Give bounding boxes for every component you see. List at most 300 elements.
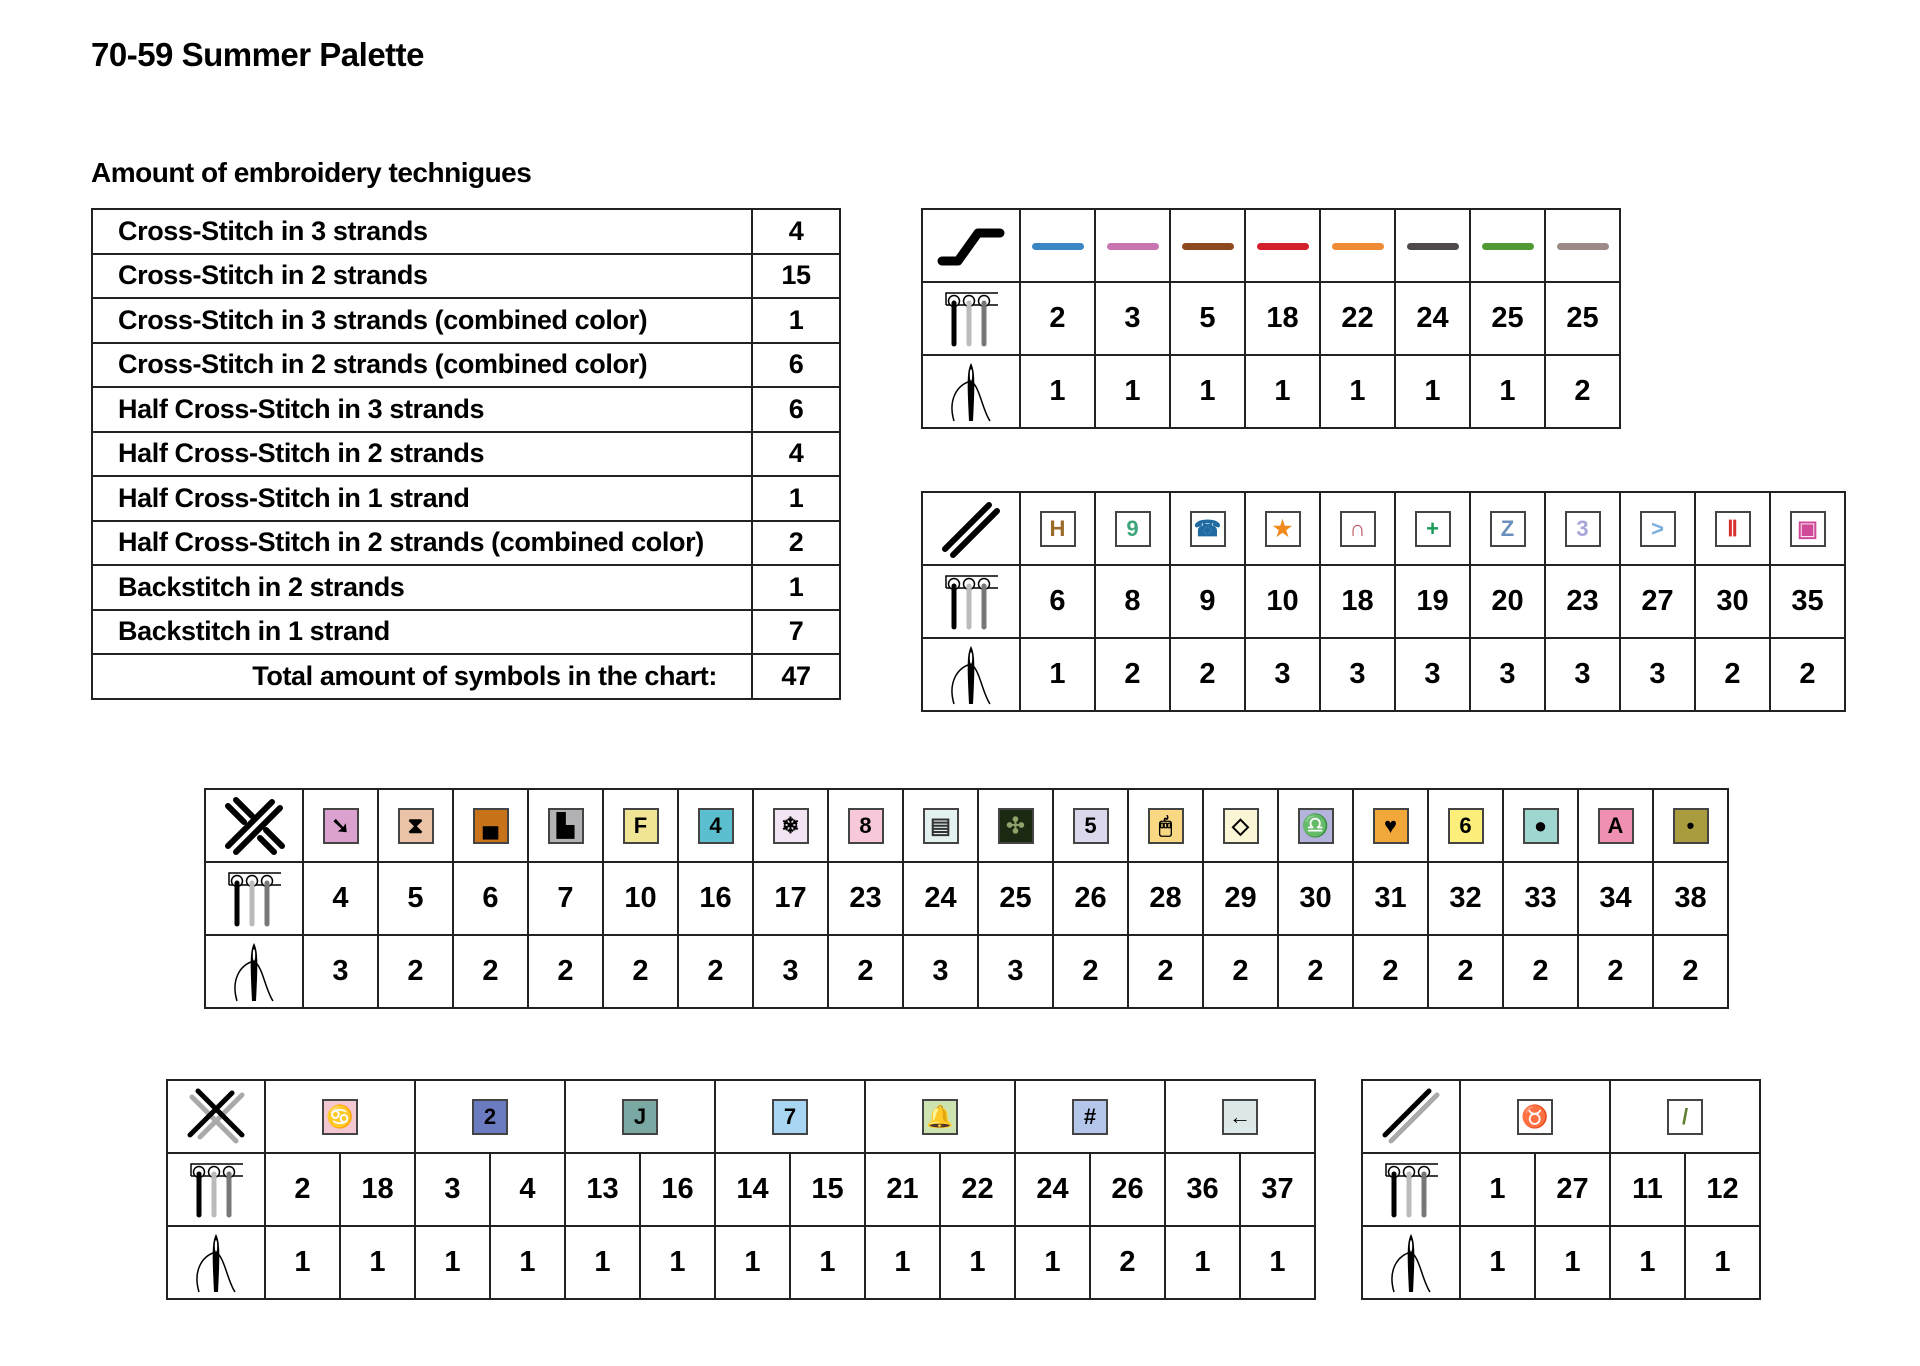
strand-count: 1 <box>1020 638 1095 711</box>
thread-number: 11 <box>1610 1153 1685 1226</box>
backstitch-color-cell <box>1320 209 1395 282</box>
backstitch-line-icon <box>1107 243 1159 250</box>
technique-count: 4 <box>752 432 840 477</box>
backstitch-line-icon <box>1257 243 1309 250</box>
thread-number: 9 <box>1170 565 1245 638</box>
thread-number: 6 <box>1020 565 1095 638</box>
backstitch-icon <box>922 209 1020 282</box>
symbol-glyph: ▤ <box>930 812 951 838</box>
thread-number: 3 <box>1095 282 1170 355</box>
symbol-glyph: ▄ <box>482 812 499 838</box>
symbol-cell <box>1460 1080 1610 1153</box>
thread-number: 13 <box>565 1153 640 1226</box>
strand-count: 1 <box>1320 355 1395 428</box>
symbol-glyph: ⧗ <box>407 812 424 838</box>
strand-count: 1 <box>1685 1226 1760 1299</box>
symbol-glyph: 9 <box>1126 515 1139 541</box>
strand-count: 2 <box>1695 638 1770 711</box>
symbol-cell <box>1620 492 1695 565</box>
digit-9-symbol-icon <box>1115 511 1151 547</box>
summary-heading: Amount of embroidery technigues <box>91 157 532 188</box>
summary-row <box>92 432 840 477</box>
strand-count: 1 <box>640 1226 715 1299</box>
thread-number: 23 <box>828 862 903 935</box>
thread-number: 4 <box>303 862 378 935</box>
thread-number: 18 <box>340 1153 415 1226</box>
thread-number: 4 <box>490 1153 565 1226</box>
backstitch-color-cell <box>1245 209 1320 282</box>
strand-count: 1 <box>1240 1226 1315 1299</box>
digit-7-symbol-icon <box>772 1099 808 1135</box>
symbol-glyph: ♋ <box>326 1103 354 1129</box>
strand-count: 1 <box>490 1226 565 1299</box>
symbol-glyph: ← <box>1229 1103 1251 1129</box>
thread-number: 22 <box>1320 282 1395 355</box>
letter-h-symbol-icon <box>1040 511 1076 547</box>
technique-count: 4 <box>752 209 840 254</box>
half-stitch-combined-icon <box>1362 1080 1460 1153</box>
symbol-cell <box>1353 789 1428 862</box>
half-stitch-icon <box>922 492 1020 565</box>
strands-needle-icon <box>1362 1226 1460 1299</box>
thread-number: 5 <box>1170 282 1245 355</box>
symbol-glyph: + <box>1426 515 1439 541</box>
thread-number: 34 <box>1578 862 1653 935</box>
symbol-glyph: J <box>633 1103 647 1129</box>
strand-count: 1 <box>940 1226 1015 1299</box>
strand-count: 2 <box>1653 935 1728 1008</box>
slash-icon <box>1667 1099 1703 1135</box>
thread-number: 27 <box>1535 1153 1610 1226</box>
strand-count: 2 <box>678 935 753 1008</box>
thread-number-icon <box>1362 1153 1460 1226</box>
technique-label: Backstitch in 1 strand <box>92 610 752 655</box>
total-label: Total amount of symbols in the chart: <box>92 654 752 699</box>
symbol-cell <box>1610 1080 1760 1153</box>
symbol-cell <box>1503 789 1578 862</box>
symbol-glyph: ▙ <box>557 812 574 838</box>
symbol-glyph: # <box>1083 1103 1097 1129</box>
thread-number: 14 <box>715 1153 790 1226</box>
thread-number: 23 <box>1545 565 1620 638</box>
strand-count: 1 <box>1460 1226 1535 1299</box>
technique-summary-table <box>91 208 841 700</box>
strand-count: 2 <box>1503 935 1578 1008</box>
strand-count: 1 <box>1020 355 1095 428</box>
heart-icon <box>1373 808 1409 844</box>
thread-number: 22 <box>940 1153 1015 1226</box>
strand-count: 2 <box>1545 355 1620 428</box>
symbol-glyph: 8 <box>859 812 872 838</box>
symbol-glyph: ▣ <box>1797 515 1818 541</box>
mouse-icon <box>1148 808 1184 844</box>
technique-count: 1 <box>752 565 840 610</box>
strand-count: 2 <box>1203 935 1278 1008</box>
symbol-glyph: ◇ <box>1232 812 1249 838</box>
strand-count: 1 <box>1095 355 1170 428</box>
cross-stitch-icon <box>205 789 303 862</box>
symbol-glyph: H <box>1049 515 1066 541</box>
symbol-glyph: 2 <box>483 1103 497 1129</box>
letter-a-symbol-icon <box>1598 808 1634 844</box>
strand-count: 3 <box>753 935 828 1008</box>
backstitch-color-cell <box>1020 209 1095 282</box>
symbol-glyph: ➘ <box>331 812 350 838</box>
strands-needle-icon <box>167 1226 265 1299</box>
thread-number: 19 <box>1395 565 1470 638</box>
strand-count: 2 <box>528 935 603 1008</box>
thread-number: 10 <box>1245 565 1320 638</box>
thread-number: 16 <box>640 1153 715 1226</box>
total-value: 47 <box>752 654 840 699</box>
symbol-cell <box>865 1080 1015 1153</box>
strand-count: 1 <box>1395 355 1470 428</box>
summary-row <box>92 565 840 610</box>
thread-number: 31 <box>1353 862 1428 935</box>
symbol-glyph: ♥ <box>1383 812 1398 838</box>
summary-row <box>92 298 840 343</box>
thread-number: 5 <box>378 862 453 935</box>
strand-count: 2 <box>828 935 903 1008</box>
symbol-cell <box>415 1080 565 1153</box>
technique-count: 15 <box>752 254 840 299</box>
cancer-icon <box>322 1099 358 1135</box>
summary-row <box>92 343 840 388</box>
documents-icon <box>923 808 959 844</box>
symbol-glyph: • <box>1686 812 1695 838</box>
hash-icon <box>1072 1099 1108 1135</box>
symbol-glyph: ❄ <box>781 812 800 838</box>
thread-number: 18 <box>1320 565 1395 638</box>
thread-number: 2 <box>1020 282 1095 355</box>
strand-count: 3 <box>1245 638 1320 711</box>
leaf-motif-icon <box>998 808 1034 844</box>
technique-label: Backstitch in 2 strands <box>92 565 752 610</box>
letter-f-symbol-icon <box>623 808 659 844</box>
symbol-cell <box>1770 492 1845 565</box>
strand-count: 3 <box>903 935 978 1008</box>
strand-count: 1 <box>1165 1226 1240 1299</box>
strand-count: 1 <box>1015 1226 1090 1299</box>
symbol-cell <box>565 1080 715 1153</box>
thread-number: 37 <box>1240 1153 1315 1226</box>
technique-count: 6 <box>752 387 840 432</box>
taurus-icon <box>1517 1099 1553 1135</box>
l-block-icon <box>548 808 584 844</box>
thread-number: 20 <box>1470 565 1545 638</box>
strand-count: 3 <box>303 935 378 1008</box>
thread-number: 27 <box>1620 565 1695 638</box>
star-icon <box>1265 511 1301 547</box>
symbol-cell <box>1653 789 1728 862</box>
strand-count: 2 <box>603 935 678 1008</box>
strand-count: 1 <box>565 1226 640 1299</box>
strand-count: 3 <box>1320 638 1395 711</box>
strand-count: 2 <box>1128 935 1203 1008</box>
technique-label: Half Cross-Stitch in 3 strands <box>92 387 752 432</box>
backstitch-color-cell <box>1545 209 1620 282</box>
strand-count: 1 <box>265 1226 340 1299</box>
symbol-glyph: F <box>633 812 648 838</box>
technique-count: 2 <box>752 521 840 566</box>
symbol-cell <box>265 1080 415 1153</box>
thread-number: 17 <box>753 862 828 935</box>
symbol-cell <box>1278 789 1353 862</box>
summary-total-row <box>92 654 840 699</box>
symbol-glyph: 4 <box>709 812 722 838</box>
telephone-icon <box>1190 511 1226 547</box>
symbol-cell <box>1015 1080 1165 1153</box>
digit-8-symbol-icon <box>848 808 884 844</box>
digit-2-symbol-icon <box>472 1099 508 1135</box>
symbol-glyph: Z <box>1500 515 1515 541</box>
symbol-glyph: 7 <box>783 1103 797 1129</box>
symbol-cell <box>528 789 603 862</box>
thread-number: 10 <box>603 862 678 935</box>
symbol-cell <box>828 789 903 862</box>
thread-number: 35 <box>1770 565 1845 638</box>
thread-number-icon <box>205 862 303 935</box>
symbol-cell <box>303 789 378 862</box>
strand-count: 3 <box>978 935 1053 1008</box>
thread-number: 7 <box>528 862 603 935</box>
symbol-cell <box>753 789 828 862</box>
symbol-glyph: A <box>1607 812 1624 838</box>
symbol-cell <box>1095 492 1170 565</box>
backstitch-color-cell <box>1170 209 1245 282</box>
hourglass-icon <box>398 808 434 844</box>
letter-j-symbol-icon <box>622 1099 658 1135</box>
strand-count: 1 <box>340 1226 415 1299</box>
cross-stitch-table <box>204 788 1729 1009</box>
technique-label: Cross-Stitch in 3 strands (combined color) <box>92 298 752 343</box>
summary-row <box>92 209 840 254</box>
strand-count: 3 <box>1620 638 1695 711</box>
diamond-icon <box>1223 808 1259 844</box>
thread-number: 30 <box>1695 565 1770 638</box>
symbol-cell <box>1053 789 1128 862</box>
backstitch-line-icon <box>1032 243 1084 250</box>
backstitch-line-icon <box>1482 243 1534 250</box>
symbol-cell <box>378 789 453 862</box>
thread-number: 18 <box>1245 282 1320 355</box>
symbol-glyph: ☎ <box>1193 515 1222 541</box>
symbol-glyph: ✣ <box>1006 812 1025 838</box>
strand-count: 3 <box>1470 638 1545 711</box>
thread-number: 25 <box>1470 282 1545 355</box>
plus-icon <box>1415 511 1451 547</box>
symbol-glyph: 5 <box>1084 812 1097 838</box>
strands-needle-icon <box>922 638 1020 711</box>
cross-stitch-combined-table <box>166 1079 1316 1300</box>
backstitch-line-icon <box>1182 243 1234 250</box>
symbol-cell <box>1395 492 1470 565</box>
digit-4-symbol-icon <box>698 808 734 844</box>
thread-number: 24 <box>1015 1153 1090 1226</box>
strand-count: 1 <box>1245 355 1320 428</box>
technique-label: Cross-Stitch in 2 strands <box>92 254 752 299</box>
dot-icon <box>1673 808 1709 844</box>
symbol-cell <box>1170 492 1245 565</box>
backstitch-line-icon <box>1557 243 1609 250</box>
page-title: 70-59 Summer Palette <box>91 36 425 73</box>
strand-count: 2 <box>1428 935 1503 1008</box>
backstitch-color-cell <box>1395 209 1470 282</box>
summary-row <box>92 254 840 299</box>
symbol-cell <box>903 789 978 862</box>
digit-6-symbol-icon <box>1448 808 1484 844</box>
summary-row <box>92 521 840 566</box>
horseshoe-icon <box>1340 511 1376 547</box>
technique-label: Half Cross-Stitch in 2 strands (combined color) <box>92 521 752 566</box>
strand-count: 1 <box>415 1226 490 1299</box>
thread-number: 36 <box>1165 1153 1240 1226</box>
symbol-glyph: ★ <box>1272 515 1293 541</box>
symbol-glyph: ♎ <box>1301 812 1330 838</box>
technique-count: 7 <box>752 610 840 655</box>
strand-count: 2 <box>1578 935 1653 1008</box>
thread-number: 28 <box>1128 862 1203 935</box>
strand-count: 2 <box>1170 638 1245 711</box>
technique-label: Cross-Stitch in 2 strands (combined color) <box>92 343 752 388</box>
backstitch-line-icon <box>1332 243 1384 250</box>
arrow-left-icon <box>1222 1099 1258 1135</box>
thread-number: 38 <box>1653 862 1728 935</box>
technique-label: Cross-Stitch in 3 strands <box>92 209 752 254</box>
symbol-cell <box>1545 492 1620 565</box>
thread-number: 32 <box>1428 862 1503 935</box>
strand-count: 1 <box>1170 355 1245 428</box>
strand-count: 3 <box>1395 638 1470 711</box>
thread-number: 25 <box>1545 282 1620 355</box>
thread-number: 33 <box>1503 862 1578 935</box>
thread-number: 25 <box>978 862 1053 935</box>
strand-count: 2 <box>453 935 528 1008</box>
half-stitch-table <box>921 491 1846 712</box>
technique-label: Half Cross-Stitch in 1 strand <box>92 476 752 521</box>
strand-count: 2 <box>1278 935 1353 1008</box>
symbol-glyph: / <box>1681 1103 1689 1129</box>
thread-number: 30 <box>1278 862 1353 935</box>
digit-3-symbol-icon <box>1565 511 1601 547</box>
technique-count: 1 <box>752 476 840 521</box>
thread-number: 8 <box>1095 565 1170 638</box>
backstitch-color-cell <box>1095 209 1170 282</box>
symbol-glyph: 🖱 <box>1158 812 1173 838</box>
symbol-cell <box>1165 1080 1315 1153</box>
thread-number-icon <box>922 282 1020 355</box>
thread-number: 24 <box>903 862 978 935</box>
strand-count: 1 <box>1535 1226 1610 1299</box>
strand-count: 2 <box>1095 638 1170 711</box>
backstitch-color-cell <box>1470 209 1545 282</box>
symbol-glyph: ∩ <box>1349 515 1366 541</box>
symbol-glyph: ♉ <box>1521 1103 1549 1129</box>
symbol-cell <box>453 789 528 862</box>
thread-number: 24 <box>1395 282 1470 355</box>
strand-count: 1 <box>790 1226 865 1299</box>
symbol-cell <box>1470 492 1545 565</box>
thread-number: 3 <box>415 1153 490 1226</box>
symbol-cell <box>978 789 1053 862</box>
letter-z-symbol-icon <box>1490 511 1526 547</box>
symbol-glyph: 6 <box>1459 812 1472 838</box>
strand-count: 1 <box>1610 1226 1685 1299</box>
strand-count: 2 <box>1090 1226 1165 1299</box>
thread-number: 21 <box>865 1153 940 1226</box>
strand-count: 2 <box>378 935 453 1008</box>
symbol-cell <box>1695 492 1770 565</box>
thread-number: 1 <box>1460 1153 1535 1226</box>
strands-needle-icon <box>205 935 303 1008</box>
drop-icon <box>1523 808 1559 844</box>
thread-number: 15 <box>790 1153 865 1226</box>
symbol-glyph: > <box>1651 515 1664 541</box>
floppy-disk-icon <box>1790 511 1826 547</box>
symbol-cell <box>678 789 753 862</box>
thread-number: 26 <box>1053 862 1128 935</box>
strands-needle-icon <box>922 355 1020 428</box>
symbol-cell <box>1203 789 1278 862</box>
backstitch-line-icon <box>1407 243 1459 250</box>
snowflake-icon <box>773 808 809 844</box>
half-filled-square-icon <box>473 808 509 844</box>
symbol-cell <box>1578 789 1653 862</box>
strand-count: 1 <box>715 1226 790 1299</box>
libra-icon <box>1298 808 1334 844</box>
symbol-cell <box>1128 789 1203 862</box>
technique-count: 1 <box>752 298 840 343</box>
symbol-glyph: Ⅱ <box>1727 515 1738 541</box>
symbol-cell <box>1428 789 1503 862</box>
half-stitch-combined-table <box>1361 1079 1761 1300</box>
thread-number: 6 <box>453 862 528 935</box>
strand-count: 2 <box>1770 638 1845 711</box>
cross-stitch-combined-icon <box>167 1080 265 1153</box>
symbol-cell <box>715 1080 865 1153</box>
thread-number: 26 <box>1090 1153 1165 1226</box>
thread-number-icon <box>922 565 1020 638</box>
thread-number: 29 <box>1203 862 1278 935</box>
strand-count: 1 <box>865 1226 940 1299</box>
symbol-glyph: 🔔 <box>926 1103 954 1129</box>
strand-count: 2 <box>1053 935 1128 1008</box>
symbol-cell <box>603 789 678 862</box>
thread-number: 16 <box>678 862 753 935</box>
strand-count: 2 <box>1353 935 1428 1008</box>
symbol-glyph: ● <box>1533 812 1548 838</box>
summary-row <box>92 387 840 432</box>
thread-number: 12 <box>1685 1153 1760 1226</box>
backstitch-table <box>921 208 1621 429</box>
arrow-down-right-icon <box>323 808 359 844</box>
bell-icon <box>922 1099 958 1135</box>
symbol-cell <box>1320 492 1395 565</box>
thread-number: 2 <box>265 1153 340 1226</box>
summary-row <box>92 476 840 521</box>
symbol-cell <box>1020 492 1095 565</box>
strand-count: 1 <box>1470 355 1545 428</box>
gemini-icon <box>1715 511 1751 547</box>
strand-count: 3 <box>1545 638 1620 711</box>
summary-row <box>92 610 840 655</box>
technique-label: Half Cross-Stitch in 2 strands <box>92 432 752 477</box>
technique-count: 6 <box>752 343 840 388</box>
digit-5-symbol-icon <box>1073 808 1109 844</box>
greater-than-icon <box>1640 511 1676 547</box>
symbol-cell <box>1245 492 1320 565</box>
symbol-glyph: 3 <box>1576 515 1589 541</box>
